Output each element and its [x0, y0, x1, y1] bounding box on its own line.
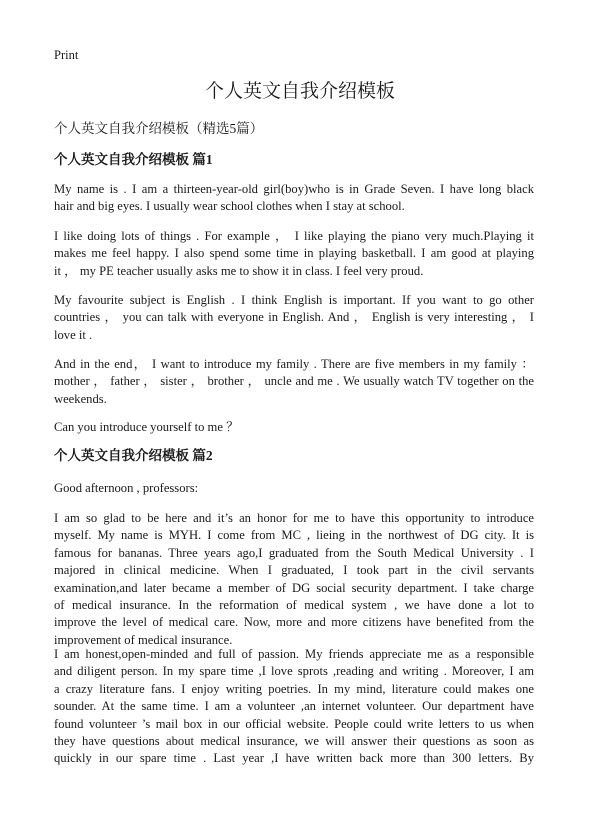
paragraph: [54, 228, 534, 280]
paragraph-line: myself. My name is MYH. I come from MC , lieing in the northwest of DG city. It is: [54, 528, 534, 543]
paragraph-line: improve the level of medical care. Now, more and more citizens have benefited from the: [54, 615, 534, 630]
paragraph: [54, 480, 534, 497]
paragraph-line: Good afternoon , professors:: [54, 481, 199, 495]
paragraph-line: I like doing lots of things . For example ， I like playing the piano very much.Playing it: [54, 229, 534, 243]
paragraph-line: makes me feel happy. I also spend some time in playing basketball. I am good at playing: [54, 246, 534, 261]
paragraph-line: mother ， father ， sister ， brother ， uncle and me . We usually watch TV together on the: [54, 374, 534, 389]
paragraph-line: hair and big eyes. I usually wear school clothes when I stay at school.: [54, 199, 405, 214]
paragraph-line: a crazy literature fans. I enjoy writing poetries. In my mind, literature could makes one: [54, 681, 534, 696]
paragraph-line: love it .: [54, 327, 93, 342]
paragraph-line: majored in clinical medicine. When I graduated, I took part in the civil servants: [54, 563, 534, 578]
paragraph-line: famous for bananas. Three years ago,I graduated from the South Medical University . I: [54, 545, 534, 560]
paragraph-line: I am so glad to be here and it’s an honor for me to have this opportunity to introduce: [54, 511, 534, 525]
paragraph: [54, 419, 534, 436]
paragraph: [54, 356, 534, 408]
paragraph-line: and diligent person. In my spare time ,I love sprots ,reading and writing . Moreover, I am: [54, 664, 534, 679]
print-label: Print: [54, 48, 79, 62]
paragraph-line: of medical insurance. In the reformation of medical system , we have done a lot to: [54, 598, 534, 613]
paragraph-line: they have questions about medical insurance, we will answer their questions as soon as: [54, 734, 534, 749]
paragraph-line: it ， my PE teacher usually asks me to show it in class. I feel very proud.: [54, 263, 424, 278]
paragraph: [54, 646, 534, 768]
paragraph-line: weekends.: [54, 391, 107, 406]
paragraph-line: My favourite subject is English . I think English is important. If you want to go other: [54, 293, 534, 307]
paragraph-line: quickly in our spare time . Last year ,I have written back more than 300 letters. By: [54, 751, 534, 766]
section-heading-1: 个人英文自我介绍模板 篇1: [54, 152, 213, 167]
paragraph-line: sounder. At the same time. I am a volunteer ,an internet volunteer. Our department have: [54, 699, 534, 714]
paragraph-line: My name is . I am a thirteen-year-old girl(boy)who is in Grade Seven. I have long black: [54, 182, 534, 196]
paragraph-line: I am honest,open-minded and full of passion. My friends appreciate me as a responsible: [54, 647, 534, 661]
document-title: 个人英文自我介绍模板: [204, 81, 395, 102]
paragraph-line: examination,and later became a member of DG social security department. I take charge: [54, 580, 534, 595]
section-heading-2: 个人英文自我介绍模板 篇2: [54, 448, 213, 463]
document-subtitle: 个人英文自我介绍模板（精选5篇）: [54, 121, 264, 136]
paragraph-line: found volunteer ’s mail box in our official website. People could write letters to us when: [54, 716, 534, 731]
paragraph: [54, 292, 534, 344]
paragraph-line: Can you introduce yourself to me ？: [54, 420, 239, 434]
paragraph-line: And in the end， I want to introduce my family . There are five members in my family ：: [54, 357, 534, 371]
paragraph: [54, 510, 534, 649]
paragraph-line: improvement of medical insurance.: [54, 632, 233, 647]
paragraph-line: countries ， you can talk with everyone in English. And ， English is very interesting ， I: [54, 310, 534, 325]
paragraph: [54, 181, 534, 216]
